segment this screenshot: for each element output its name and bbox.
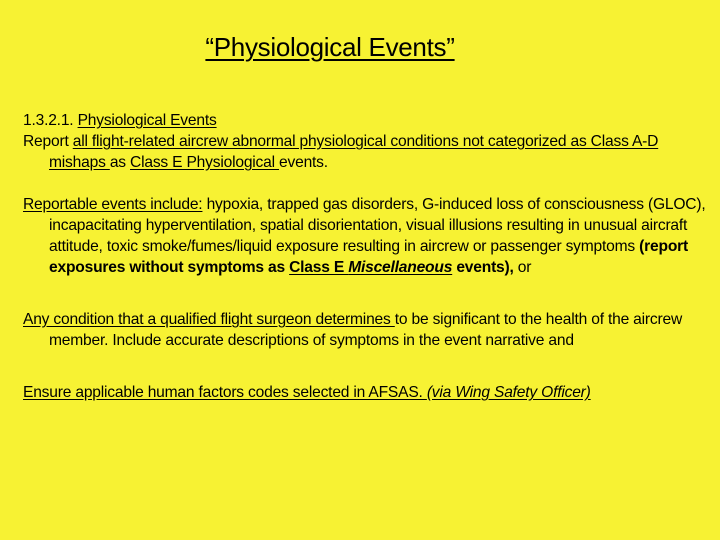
p2-lead: Reportable events include:	[23, 196, 203, 213]
spacer	[23, 299, 713, 309]
p1-underlined-class-e: Class E Physiological	[130, 154, 280, 171]
spacer	[23, 351, 713, 372]
section-heading	[23, 110, 713, 131]
p2-class-e: Class E	[289, 259, 349, 276]
p4-text: Ensure applicable human factors codes selected in AFSAS.	[23, 384, 427, 401]
p1-underlined-conditions: all flight-related aircrew abnormal physiological conditions not categorized as Class A-D mishaps	[49, 133, 659, 171]
paragraph-report	[23, 131, 713, 173]
spacer	[23, 278, 713, 299]
p4-italic: (via Wing Safety Officer)	[426, 384, 591, 401]
p3-lead: Any condition that a qualified flight surgeon determines	[23, 311, 395, 328]
paragraph-flight-surgeon	[23, 309, 713, 351]
section-number: 1.3.2.1.	[23, 112, 74, 129]
p2-text: hypoxia, trapped gas disorders, G-induced loss of consciousness (GLOC), incapacitating hyperventilation, spatial disorientation, visual illusions resulting in unusual aircraft attitude, toxic smoke/fumes/liquid exposure resulting in aircrew or passenger symptoms	[49, 196, 706, 255]
title-text: “Physiological Events”	[205, 32, 455, 62]
p2-bold-open: (report exposures without symptoms as	[49, 238, 689, 276]
p1-tail: events.	[279, 154, 328, 171]
p2-bold-close: events),	[452, 259, 518, 276]
p1-lead: Report	[23, 133, 73, 150]
spacer	[23, 173, 713, 194]
p3-text: to be significant to the health of the aircrew member. Include accurate descriptions of symptoms in the event narrative and	[49, 311, 683, 349]
slide-body	[23, 110, 713, 403]
section-title: Physiological Events	[77, 112, 217, 129]
slide-title	[0, 32, 720, 63]
paragraph-reportable-events	[23, 194, 713, 278]
p2-miscellaneous: Miscellaneous	[348, 259, 453, 276]
p1-mid: as	[109, 154, 131, 171]
spacer	[23, 372, 713, 382]
paragraph-afsas	[23, 382, 713, 403]
p2-or: or	[517, 259, 532, 276]
